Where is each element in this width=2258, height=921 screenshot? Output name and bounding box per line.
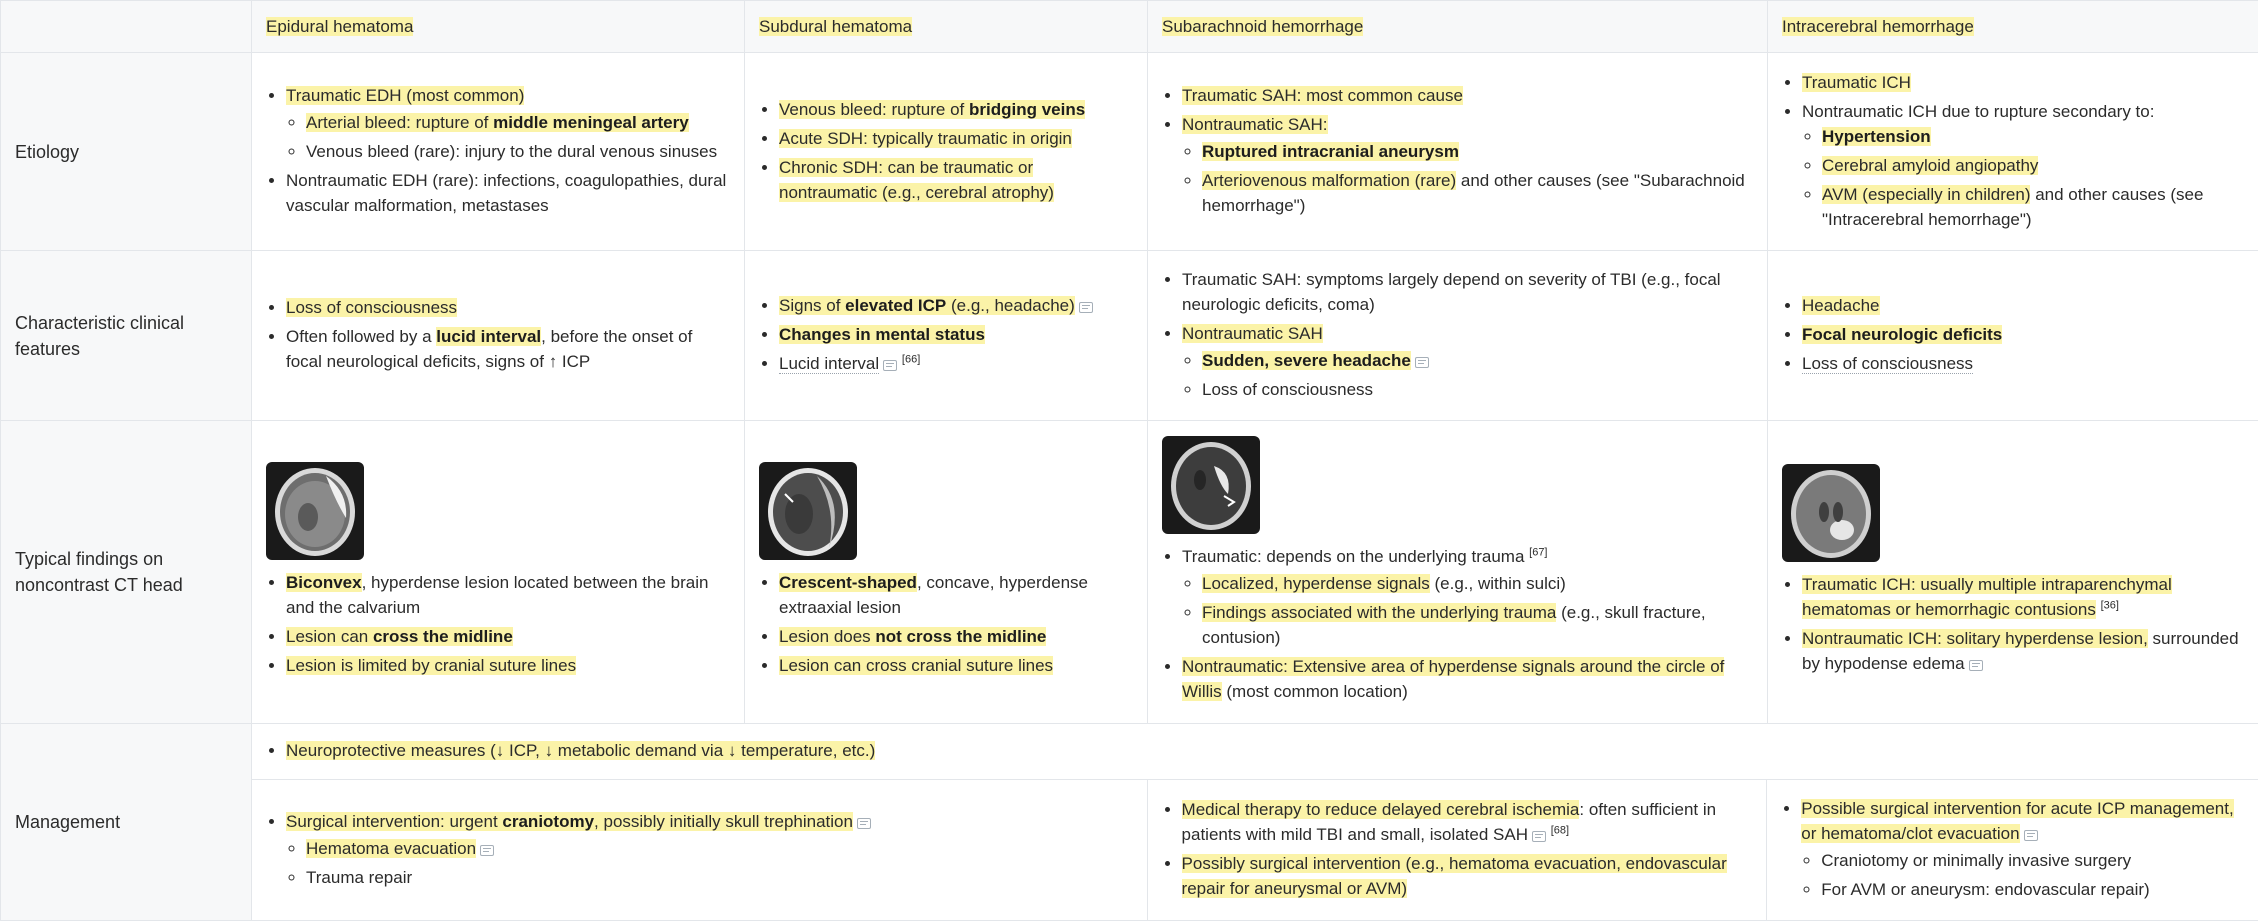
link-cerebral-amyloid-angiopathy[interactable]: Cerebral amyloid angiopathy	[1822, 156, 2038, 175]
row-ct	[1, 421, 2258, 724]
row-etiology	[1, 53, 2258, 251]
cell-clinical-sah: • Traumatic SAH: symptoms largely depend on severity of TBI (e.g., focal neurologic deficits, coma) • Nontraumatic SAH ◦ Sudden, severe headache ◦ Loss of consciousness	[1148, 251, 1768, 421]
cell-etiology-ich: • Traumatic ICH • Nontraumatic ICH due to rupture secondary to: ◦ Hypertension ◦ Cerebral amyloid angiopathy ◦ AVM (especially in children) and other causes (see "Intracerebral hemorrhage")	[1768, 53, 2258, 251]
corner-cell	[1, 1, 252, 53]
row-management	[1, 724, 2258, 921]
note-icon[interactable]	[883, 360, 897, 371]
link-lucid-interval-2[interactable]: Lucid interval	[779, 354, 879, 374]
row-label-ct: Typical findings on noncontrast CT head	[1, 421, 252, 724]
link-hypertension[interactable]: Hypertension	[1822, 127, 1931, 146]
cell-ct-sdh: • Crescent-shaped, concave, hyperdense extraaxial lesion • Lesion does not cross the midline • Lesion can cross cranial suture lines	[745, 421, 1148, 724]
note-icon[interactable]	[1532, 831, 1546, 842]
management-grid	[252, 780, 2258, 920]
cell-clinical-ich: • Headache • Focal neurologic deficits • Loss of consciousness	[1768, 251, 2258, 421]
link-middle-meningeal-artery[interactable]: middle meningeal artery	[493, 113, 689, 132]
reference-67[interactable]: [67]	[1529, 546, 1547, 558]
ct-image-epidural[interactable]	[266, 462, 364, 560]
link-traumatic-edh[interactable]: Traumatic EDH (most common)	[286, 86, 524, 105]
link-intracranial-aneurysm[interactable]: Ruptured intracranial aneurysm	[1202, 142, 1459, 161]
note-icon[interactable]	[480, 845, 494, 856]
link-lucid-interval[interactable]: lucid interval	[436, 327, 541, 346]
header-intracerebral: Intracerebral hemorrhage	[1768, 1, 2258, 53]
cell-etiology-sdh: • Venous bleed: rupture of bridging veins • Acute SDH: typically traumatic in origin • Chronic SDH: can be traumatic or nontraumatic (e.g., cerebral atrophy)	[745, 53, 1148, 251]
management-sah: • Medical therapy to reduce delayed cerebral ischemia: often sufficient in patients with mild TBI and small, isolated SAH [68] • Possibly surgical intervention (e.g., hematoma evacuation, endovascular repair for aneurysmal or AVM)	[1148, 780, 1768, 920]
row-label-etiology: Etiology	[1, 53, 252, 251]
header-epidural: Epidural hematoma	[252, 1, 745, 53]
note-icon[interactable]	[1969, 660, 1983, 671]
link-hematoma-evacuation[interactable]: Hematoma evacuation	[306, 839, 476, 858]
link-craniotomy[interactable]: craniotomy	[502, 812, 594, 831]
reference-66[interactable]: [66]	[902, 353, 920, 365]
cell-etiology-sah: • Traumatic SAH: most common cause • Nontraumatic SAH: ◦ Ruptured intracranial aneurysm ◦ Arteriovenous malformation (rare) and other causes (see "Subarachnoid hemorrhage")	[1148, 53, 1768, 251]
note-icon[interactable]	[857, 818, 871, 829]
note-icon[interactable]	[2024, 830, 2038, 841]
cell-ct-ich: • Traumatic ICH: usually multiple intraparenchymal hematomas or hemorrhagic contusions [36] • Nontraumatic ICH: solitary hyperdense lesion, surrounded by hypodense edema	[1768, 421, 2258, 724]
note-icon[interactable]	[1079, 302, 1093, 313]
management-hematoma: • Surgical intervention: urgent craniotomy, possibly initially skull trephination ◦ Hematoma evacuation ◦ Trauma repair	[252, 780, 1148, 920]
ct-image-subarachnoid[interactable]	[1162, 436, 1260, 534]
row-label-clinical: Characteristic clinical features	[1, 251, 252, 421]
link-intracerebral-hemorrhage[interactable]: and other causes (see "Intracerebral hemorrhage")	[1822, 185, 2203, 229]
ct-image-subdural[interactable]	[759, 462, 857, 560]
link-loss-of-consciousness[interactable]: Loss of consciousness	[1802, 354, 1973, 374]
header-row	[1, 1, 2258, 53]
cell-etiology-edh: • Traumatic EDH (most common) ◦ Arterial bleed: rupture of middle meningeal artery ◦ Venous bleed (rare): injury to the dural venous sinuses • Nontraumatic EDH (rare): infections, coagulopathies, dural vascular malformation, metastases	[252, 53, 745, 251]
header-subdural: Subdural hematoma	[745, 1, 1148, 53]
link-elevated-icp[interactable]: elevated ICP	[845, 296, 946, 315]
cell-clinical-sdh: • Signs of elevated ICP (e.g., headache) • Changes in mental status • Lucid interval [66]	[745, 251, 1148, 421]
cell-ct-sah: • Traumatic: depends on the underlying trauma [67] ◦ Localized, hyperdense signals (e.g., within sulci) ◦ Findings associated with the underlying trauma (e.g., skull fracture, contusion) • Nontraumatic: Extensive area of hyperdense signals around the circle of Willis (most common location)	[1148, 421, 1768, 724]
cell-management	[252, 724, 2258, 921]
header-subarachnoid: Subarachnoid hemorrhage	[1148, 1, 1768, 53]
link-bridging-veins[interactable]: bridging veins	[969, 100, 1085, 119]
management-shared: • Neuroprotective measures (↓ ICP, ↓ metabolic demand via ↓ temperature, etc.)	[252, 724, 2258, 780]
ct-image-intracerebral[interactable]	[1782, 464, 1880, 562]
link-subarachnoid-hemorrhage[interactable]: and other causes (see "Subarachnoid hemorrhage")	[1202, 171, 1745, 215]
reference-36[interactable]: [36]	[2101, 599, 2119, 611]
reference-68[interactable]: [68]	[1551, 824, 1569, 836]
row-label-management: Management	[1, 724, 252, 921]
note-icon[interactable]	[1415, 357, 1429, 368]
cell-ct-edh: • Biconvex, hyperdense lesion located between the brain and the calvarium • Lesion can cross the midline • Lesion is limited by cranial suture lines	[252, 421, 745, 724]
row-clinical	[1, 251, 2258, 421]
cell-clinical-edh: • Loss of consciousness • Often followed by a lucid interval, before the onset of focal neurological deficits, signs of ↑ ICP	[252, 251, 745, 421]
management-ich: • Possible surgical intervention for acute ICP management, or hematoma/clot evacuation ◦ Craniotomy or minimally invasive surgery ◦ For AVM or aneurysm: endovascular repair)	[1767, 780, 2258, 920]
